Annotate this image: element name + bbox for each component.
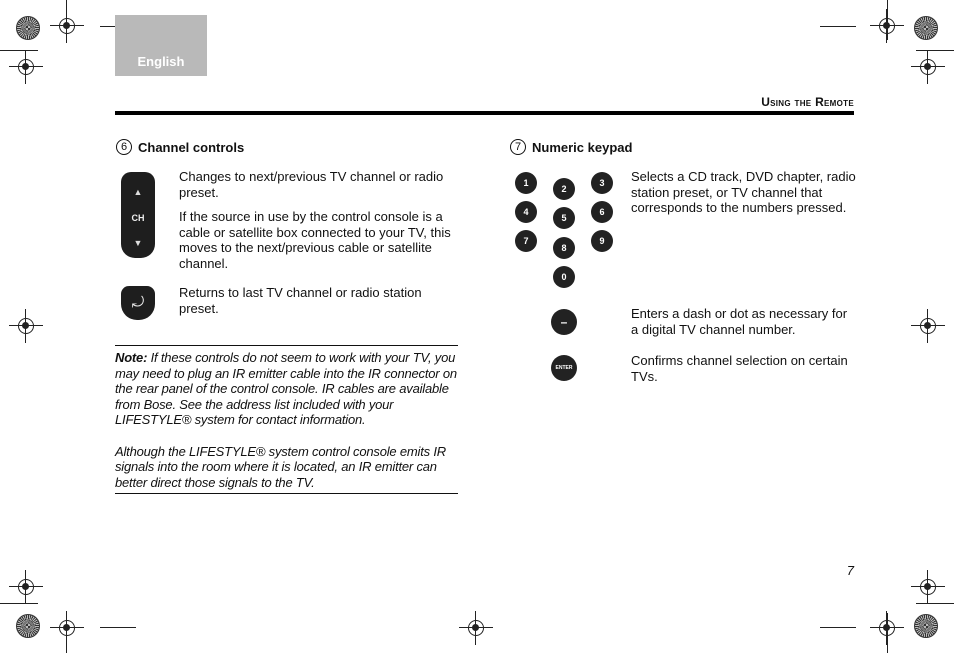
registration-crosshair-icon xyxy=(9,50,43,84)
page-number: 7 xyxy=(846,563,854,578)
channel-rocker-icon xyxy=(121,172,155,258)
registration-crosshair-icon xyxy=(50,611,84,645)
section-number-badge: 6 xyxy=(116,139,132,155)
note-paragraph-1: If these controls do not seem to work with your TV, you may need to plug an IR emitter cable into the IR connector on the rear panel of the control console. IR cables are available from Bose. See the address list included with your LIFESTYLE® system for contact information. xyxy=(115,350,457,427)
keypad-key-9: 9 xyxy=(591,230,613,252)
section-6-title: Channel controls xyxy=(138,139,245,155)
dash-key-icon: – xyxy=(551,309,577,335)
section-6-heading xyxy=(116,139,244,155)
note-label: Note: xyxy=(115,350,148,365)
trim-line xyxy=(887,0,888,40)
previous-channel-description: Returns to last TV channel or radio station preset. xyxy=(179,285,422,316)
keypad-key-3: 3 xyxy=(591,172,613,194)
keypad-key-7: 7 xyxy=(515,230,537,252)
language-tab-label: English xyxy=(137,54,185,69)
registration-crosshair-icon xyxy=(911,50,945,84)
keypad-key-8: 8 xyxy=(553,237,575,259)
trim-line xyxy=(820,627,856,628)
keypad-description: Selects a CD track, DVD chapter, radio station preset, or TV channel that corresponds to the numbers pressed. xyxy=(631,169,856,215)
trim-line xyxy=(0,603,38,604)
registration-crosshair-icon xyxy=(911,570,945,604)
registration-crosshair-icon xyxy=(911,309,945,343)
keypad-key-0: 0 xyxy=(553,266,575,288)
trim-line xyxy=(0,50,38,51)
enter-description: Confirms channel selection on certain TVs. xyxy=(631,353,848,384)
registration-crosshair-icon xyxy=(50,9,84,43)
registration-sunburst-icon xyxy=(914,614,938,638)
trim-line xyxy=(66,613,67,653)
trim-line xyxy=(916,603,954,604)
dash-description: Enters a dash or dot as necessary for a digital TV channel number. xyxy=(631,306,848,337)
trim-line xyxy=(100,627,136,628)
arrow-down-icon: ▼ xyxy=(133,238,143,248)
keypad-key-6: 6 xyxy=(591,201,613,223)
channel-rocker-label: CH xyxy=(131,213,145,223)
header-rule xyxy=(115,111,854,115)
trim-line xyxy=(66,0,67,40)
registration-sunburst-icon xyxy=(914,16,938,40)
note-top-rule xyxy=(115,345,458,346)
registration-sunburst-icon xyxy=(16,16,40,40)
keypad-key-4: 4 xyxy=(515,201,537,223)
rocker-description-2: If the source in use by the control console is a cable or satellite box connected to your TV, this moves to the next/previous cable or satellite channel. xyxy=(179,209,451,271)
trim-line xyxy=(887,613,888,653)
registration-crosshair-icon xyxy=(9,570,43,604)
section-7-heading xyxy=(510,139,632,155)
previous-channel-icon: ⤾ xyxy=(121,286,155,320)
section-number-badge: 7 xyxy=(510,139,526,155)
note-bottom-rule xyxy=(115,493,458,494)
note-box xyxy=(115,350,460,490)
registration-sunburst-icon xyxy=(16,614,40,638)
keypad-key-2: 2 xyxy=(553,178,575,200)
language-tab xyxy=(115,15,207,76)
section-7-title: Numeric keypad xyxy=(532,139,633,155)
registration-crosshair-icon xyxy=(459,611,493,645)
running-header: Using the Remote xyxy=(761,95,854,109)
enter-key-icon: ENTER xyxy=(551,355,577,381)
arrow-up-icon: ▲ xyxy=(133,187,143,197)
rocker-description xyxy=(179,169,459,271)
trim-line xyxy=(820,26,856,27)
note-paragraph-2: Although the LIFESTYLE® system control console emits IR signals into the room where it is located, an IR emitter can better direct those signals to the TV. xyxy=(115,443,446,490)
registration-crosshair-icon xyxy=(9,309,43,343)
rocker-description-1: Changes to next/previous TV channel or radio preset. xyxy=(179,169,444,200)
trim-line xyxy=(916,50,954,51)
keypad-key-1: 1 xyxy=(515,172,537,194)
keypad-key-5: 5 xyxy=(553,207,575,229)
